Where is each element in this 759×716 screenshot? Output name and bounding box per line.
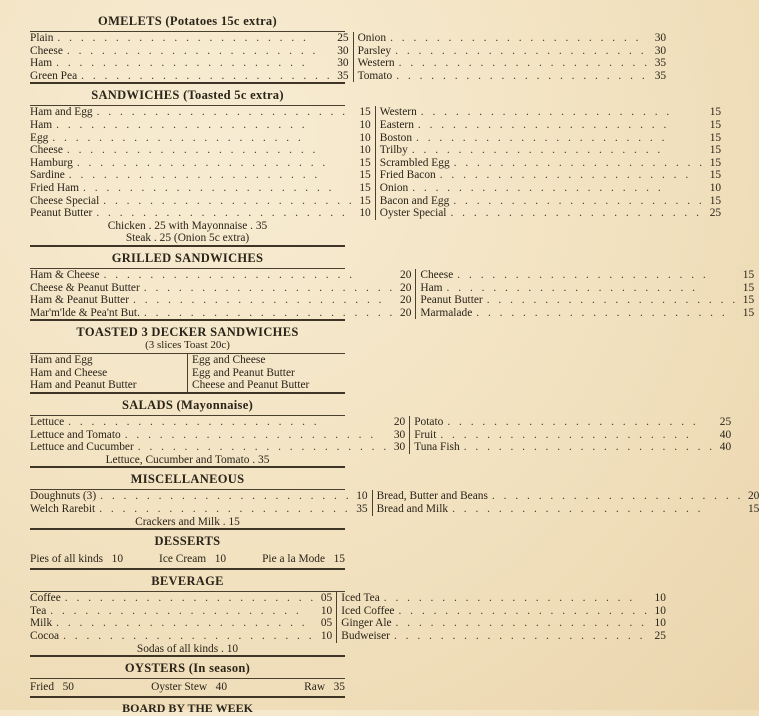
leader-dots — [65, 169, 355, 182]
menu-item-name: Iced Coffee — [341, 604, 395, 617]
leader-dots — [134, 441, 389, 454]
menu-item-name: Lettuce — [30, 416, 65, 429]
menu-item — [30, 429, 405, 442]
oysters-heading — [30, 657, 345, 678]
menu-item-price: 15 — [359, 169, 371, 182]
menu-item-price: 25 — [654, 630, 666, 642]
menu-item-name: Ham and Egg — [30, 354, 93, 367]
menu-item-name: Cheese and Peanut Butter — [192, 379, 310, 392]
board-by-week-footer: BOARD BY THE WEEK — [122, 701, 253, 716]
menu-item — [380, 195, 721, 208]
leader-dots — [92, 207, 354, 220]
menu-item-price: 15 — [742, 294, 755, 307]
grilled-right-column — [416, 269, 754, 319]
menu-item-price: 15 — [709, 131, 722, 144]
omelets-title: OMELETS — [98, 14, 162, 28]
leader-dots — [79, 182, 355, 195]
menu-item-price: 15 — [359, 106, 371, 119]
menu-item-name: Oyster Special — [379, 207, 447, 220]
omelets-left-column — [30, 32, 354, 82]
menu-item-price: 20 — [747, 490, 759, 503]
menu-item — [30, 490, 368, 503]
menu-item — [30, 441, 405, 454]
decker-left-column — [30, 354, 188, 392]
leader-dots — [392, 70, 650, 83]
menu-item — [420, 269, 754, 282]
menu-item — [30, 157, 371, 170]
menu-item — [377, 503, 759, 516]
menu-item-price: 10 — [709, 181, 722, 194]
menu-item-price: 10 — [320, 630, 333, 642]
menu-item-price: 35 — [356, 503, 368, 516]
leader-dots — [63, 45, 333, 58]
menu-item-price: 20 — [400, 281, 412, 294]
menu-item-price: 10 — [320, 604, 333, 617]
menu-item-name: Western — [357, 57, 395, 70]
omelets-items — [30, 32, 667, 82]
leader-dots — [408, 144, 705, 157]
menu-item — [30, 553, 123, 566]
misc-items — [30, 490, 759, 516]
leader-dots — [390, 630, 650, 643]
leader-dots — [96, 490, 351, 503]
menu-item — [151, 681, 227, 694]
menu-item — [358, 57, 667, 70]
menu-item — [30, 294, 411, 307]
menu-item-price: 25 — [709, 207, 722, 220]
menu-item-name: Egg and Peanut Butter — [192, 366, 295, 379]
menu-item-name: Fried Ham — [30, 181, 80, 194]
oysters-note: (In season) — [188, 661, 251, 676]
menu-item-name: Ham and Peanut Butter — [30, 379, 137, 392]
menu-item-price: 15 — [709, 106, 722, 119]
menu-item-price: 10 — [359, 144, 371, 157]
menu-item-price: 15 — [333, 553, 345, 566]
menu-item-name: Peanut Butter — [30, 207, 93, 220]
menu-item-price: 40 — [719, 441, 732, 454]
menu-item-name: Cheese — [420, 268, 454, 281]
menu-item-name: Peanut Butter — [420, 294, 483, 307]
leader-dots — [52, 119, 355, 132]
sandwiches-note: (Toasted 5c extra) — [183, 88, 284, 103]
menu-item-name: Eastern — [379, 118, 414, 131]
salads-items — [30, 416, 732, 454]
menu-item-name: Bacon and Egg — [379, 194, 450, 207]
leader-dots — [395, 57, 650, 70]
menu-item-name: Cheese Special — [30, 194, 100, 207]
beverage-right-column — [337, 592, 666, 642]
menu-item-price: 15 — [359, 194, 371, 207]
menu-item-price: 10 — [359, 207, 371, 220]
menu-item-name: Fried Bacon — [379, 169, 436, 182]
decker-right-column — [188, 354, 345, 392]
menu-item-name: Cocoa — [30, 630, 60, 642]
menu-item-price: 30 — [393, 428, 406, 441]
menu-item — [420, 282, 754, 295]
menu-item-price: 15 — [742, 268, 755, 281]
leader-dots — [392, 617, 650, 630]
misc-heading: MISCELLANEOUS — [130, 472, 245, 487]
menu-item-price: 30 — [337, 57, 349, 70]
menu-item — [30, 106, 371, 119]
sandwiches-chicken-line: Chicken . 25 with Mayonnaise . 35 — [107, 219, 268, 232]
menu-item — [30, 269, 411, 282]
menu-item — [262, 553, 345, 566]
leader-dots — [64, 416, 389, 429]
grilled-left-column — [30, 269, 416, 319]
leader-dots — [73, 157, 355, 170]
menu-item-price: 15 — [359, 156, 371, 169]
leader-dots — [61, 592, 316, 605]
menu-item-name: Mar'm'lde & Pea'nt But. — [30, 306, 140, 319]
menu-item — [30, 630, 332, 643]
menu-item-name: Ham & Peanut Butter — [30, 294, 130, 307]
menu-item-name: Pie a la Mode — [262, 553, 326, 566]
omelets-heading — [30, 10, 345, 31]
menu-item — [341, 592, 666, 605]
menu-item — [30, 617, 332, 630]
menu-item-price: 35 — [654, 69, 667, 82]
menu-item — [30, 70, 349, 83]
menu-item-name: Fruit — [414, 428, 437, 441]
menu-item-name: Tomato — [357, 69, 393, 82]
leader-dots — [99, 195, 354, 208]
desserts-items — [30, 551, 345, 568]
leader-dots — [59, 630, 316, 643]
menu-item — [358, 32, 667, 45]
menu-item-name: Hamburg — [30, 156, 73, 169]
decker-items — [30, 354, 345, 392]
salads-note: (Mayonnaise) — [176, 398, 254, 413]
menu-item — [414, 416, 731, 429]
menu-item-name: Tea — [30, 604, 47, 617]
menu-item-price: 15 — [709, 144, 722, 157]
salads-left-column — [30, 416, 410, 454]
menu-item-price: 20 — [400, 306, 412, 319]
menu-item-name: Budweiser — [341, 630, 390, 642]
menu-item — [30, 195, 371, 208]
sandwiches-left-column — [30, 106, 376, 219]
menu-item-name: Plain — [30, 32, 54, 44]
beverage-left-column — [30, 592, 337, 642]
omelets-right-column — [354, 32, 667, 82]
leader-dots — [52, 617, 316, 630]
menu-item — [380, 157, 721, 170]
sandwiches-heading — [30, 84, 345, 105]
menu-item-name: Egg — [30, 131, 49, 144]
menu-item-name: Lettuce and Tomato — [30, 428, 121, 441]
leader-dots — [483, 294, 738, 307]
menu-item — [30, 307, 411, 320]
menu-item-name: Bread, Butter and Beans — [376, 490, 488, 503]
menu-item-name: Egg and Cheese — [192, 354, 266, 367]
menu-item — [414, 441, 731, 454]
menu-item — [341, 630, 666, 643]
menu-item-name: Scrambled Egg — [379, 156, 450, 169]
menu-item — [30, 416, 405, 429]
menu-item-price: 15 — [742, 281, 755, 294]
omelets-note: (Potatoes 15c extra) — [165, 14, 277, 28]
menu-item — [30, 132, 371, 145]
menu-item-price: 15 — [709, 156, 722, 169]
menu-item-price: 05 — [320, 617, 333, 630]
salads-title: SALADS — [121, 398, 174, 413]
leader-dots — [46, 605, 316, 618]
decker-note: (3 slices Toast 20c) — [145, 339, 230, 352]
menu-item-price: 30 — [654, 44, 667, 57]
menu-item — [30, 119, 371, 132]
menu-item-name: Doughnuts (3) — [30, 490, 97, 503]
menu-item-name: Iced Tea — [341, 592, 380, 605]
menu-item-price: 15 — [709, 118, 722, 131]
menu-item-price: 05 — [320, 592, 333, 605]
menu-item — [380, 182, 721, 195]
misc-extra-line: Crackers and Milk . 15 — [135, 515, 240, 528]
menu-item-name: Green Pea — [30, 69, 78, 82]
leader-dots — [443, 416, 715, 429]
menu-item — [341, 605, 666, 618]
menu-item-price: 35 — [337, 69, 349, 82]
menu-item — [30, 144, 371, 157]
menu-item-price: 20 — [400, 294, 412, 307]
menu-item-name: Ice Cream — [159, 553, 207, 566]
leader-dots — [436, 429, 715, 442]
menu-item-price: 15 — [709, 169, 722, 182]
leader-dots — [436, 169, 705, 182]
menu-item-name: Raw — [304, 681, 326, 694]
beverage-heading: BEVERAGE — [151, 574, 224, 589]
menu-item-name: Sardine — [30, 169, 65, 182]
menu-item-name: Fried — [30, 681, 55, 694]
menu-item — [380, 207, 721, 220]
menu-item — [358, 70, 667, 83]
menu-item — [30, 32, 349, 45]
leader-dots — [443, 282, 739, 295]
menu-item-name: Oyster Stew — [151, 681, 208, 694]
menu-item-name: Ham — [30, 57, 53, 70]
menu-item-name: Milk — [30, 617, 53, 630]
menu-item-price: 15 — [359, 181, 371, 194]
menu-item-name: Ham — [420, 281, 443, 294]
menu-item-name: Ginger Ale — [341, 617, 392, 630]
menu-item — [420, 294, 754, 307]
menu-item-price: 20 — [400, 268, 412, 281]
menu-item-price: 35 — [333, 681, 345, 694]
menu-item — [358, 45, 667, 58]
menu-item-price: 25 — [337, 32, 349, 44]
leader-dots — [408, 182, 705, 195]
leader-dots — [77, 70, 332, 83]
menu-item-price: 30 — [654, 32, 667, 44]
leader-dots — [129, 294, 395, 307]
leader-dots — [93, 106, 355, 119]
menu-item — [30, 605, 332, 618]
leader-dots — [121, 429, 389, 442]
menu-item-price: 10 — [214, 553, 227, 566]
leader-dots — [63, 144, 355, 157]
decker-heading: TOASTED 3 DECKER SANDWICHES — [76, 325, 299, 340]
leader-dots — [95, 503, 351, 516]
menu-item-name: Ham and Egg — [30, 106, 93, 119]
leader-dots — [446, 207, 705, 220]
sandwiches-title: SANDWICHES — [91, 88, 180, 103]
menu-item — [377, 490, 759, 503]
menu-item-name: Coffee — [30, 592, 61, 605]
menu-item-price: 30 — [337, 44, 349, 57]
grilled-items — [30, 268, 755, 319]
leader-dots — [472, 307, 738, 320]
beverage-extra-line: Sodas of all kinds . 10 — [136, 642, 239, 655]
menu-item-name: Lettuce and Cucumber — [30, 441, 134, 454]
menu-item-name: Ham — [30, 118, 53, 131]
menu-item-price: 35 — [654, 57, 667, 70]
menu-item-name: Onion — [379, 181, 409, 194]
menu-item-name: Potato — [414, 416, 444, 429]
menu-item-name: Cheese — [30, 44, 63, 57]
menu-item-name: Parsley — [357, 44, 392, 57]
menu-item-price: 10 — [654, 617, 666, 630]
leader-dots — [417, 106, 705, 119]
menu-item — [420, 307, 754, 320]
leader-dots — [453, 269, 738, 282]
misc-left-column — [30, 490, 373, 515]
leader-dots — [412, 132, 705, 145]
oysters-items — [30, 679, 345, 696]
oysters-title: OYSTERS — [124, 661, 186, 676]
sandwiches-right-column — [376, 106, 721, 219]
menu-item — [380, 106, 721, 119]
menu-item — [341, 617, 666, 630]
menu-item-name: Marmalade — [420, 306, 473, 319]
menu-item-price: 10 — [111, 553, 124, 566]
menu-item-price: 10 — [654, 604, 666, 617]
leader-dots — [460, 441, 715, 454]
menu-item-price: 40 — [719, 428, 732, 441]
leader-dots — [488, 490, 743, 503]
sandwiches-steak-line: Steak . 25 (Onion 5c extra) — [125, 232, 250, 245]
menu-item-name: Welch Rarebit — [30, 503, 96, 516]
menu-item — [414, 429, 731, 442]
leader-dots — [386, 32, 650, 45]
menu-item — [380, 144, 721, 157]
leader-dots — [394, 605, 649, 618]
leader-dots — [391, 45, 650, 58]
salads-right-column — [410, 416, 731, 454]
salads-heading — [30, 394, 345, 415]
menu-item-price: 15 — [747, 503, 759, 516]
leader-dots — [448, 503, 743, 516]
menu-item-price: 30 — [393, 441, 406, 454]
menu-item — [30, 45, 349, 58]
menu-item-name: Onion — [357, 32, 387, 44]
menu-item — [304, 681, 345, 694]
menu-item-name: Ham & Cheese — [30, 268, 100, 281]
menu-item — [30, 207, 371, 220]
sandwiches-items — [30, 106, 722, 220]
menu-item — [30, 282, 411, 295]
menu-item-price: 10 — [654, 592, 666, 605]
menu-item-price: 10 — [356, 490, 368, 503]
desserts-heading: DESSERTS — [154, 534, 221, 549]
leader-dots — [48, 132, 354, 145]
menu-item — [30, 169, 371, 182]
menu-card — [30, 10, 759, 716]
menu-item-name: Cheese & Peanut Butter — [30, 281, 140, 294]
menu-item-name: Pies of all kinds — [30, 553, 104, 566]
leader-dots — [53, 32, 332, 45]
leader-dots — [414, 119, 705, 132]
menu-item-price: 25 — [719, 416, 732, 429]
menu-item-name: Trilby — [379, 144, 408, 157]
leader-dots — [380, 592, 650, 605]
menu-item-price: 40 — [215, 681, 228, 694]
menu-item — [159, 553, 226, 566]
menu-item-price: 10 — [359, 118, 371, 131]
beverage-items — [30, 592, 666, 642]
menu-item-price: 15 — [709, 194, 722, 207]
menu-item-price: 50 — [62, 681, 74, 694]
misc-right-column — [373, 490, 759, 515]
menu-item-name: Boston — [379, 131, 413, 144]
menu-item — [30, 681, 74, 694]
menu-item — [380, 132, 721, 145]
menu-item — [30, 592, 332, 605]
salads-extra-line: Lettuce, Cucumber and Tomato . 35 — [105, 453, 270, 466]
menu-item — [380, 169, 721, 182]
menu-item — [380, 119, 721, 132]
menu-item-price: 20 — [393, 416, 406, 429]
menu-item-name: Bread and Milk — [376, 503, 449, 516]
leader-dots — [449, 195, 705, 208]
leader-dots — [450, 157, 705, 170]
leader-dots — [140, 307, 395, 320]
menu-item-name: Tuna Fish — [414, 441, 460, 454]
grilled-heading: GRILLED SANDWICHES — [111, 250, 264, 265]
menu-item — [30, 57, 349, 70]
menu-item — [30, 182, 371, 195]
menu-item — [30, 503, 368, 516]
menu-item-name: Ham and Cheese — [30, 366, 108, 379]
menu-item-name: Western — [379, 106, 417, 119]
menu-item-price: 15 — [742, 306, 755, 319]
leader-dots — [52, 57, 332, 70]
menu-item-price: 10 — [359, 131, 371, 144]
leader-dots — [140, 282, 396, 295]
leader-dots — [100, 269, 396, 282]
menu-item-name: Cheese — [30, 144, 63, 157]
